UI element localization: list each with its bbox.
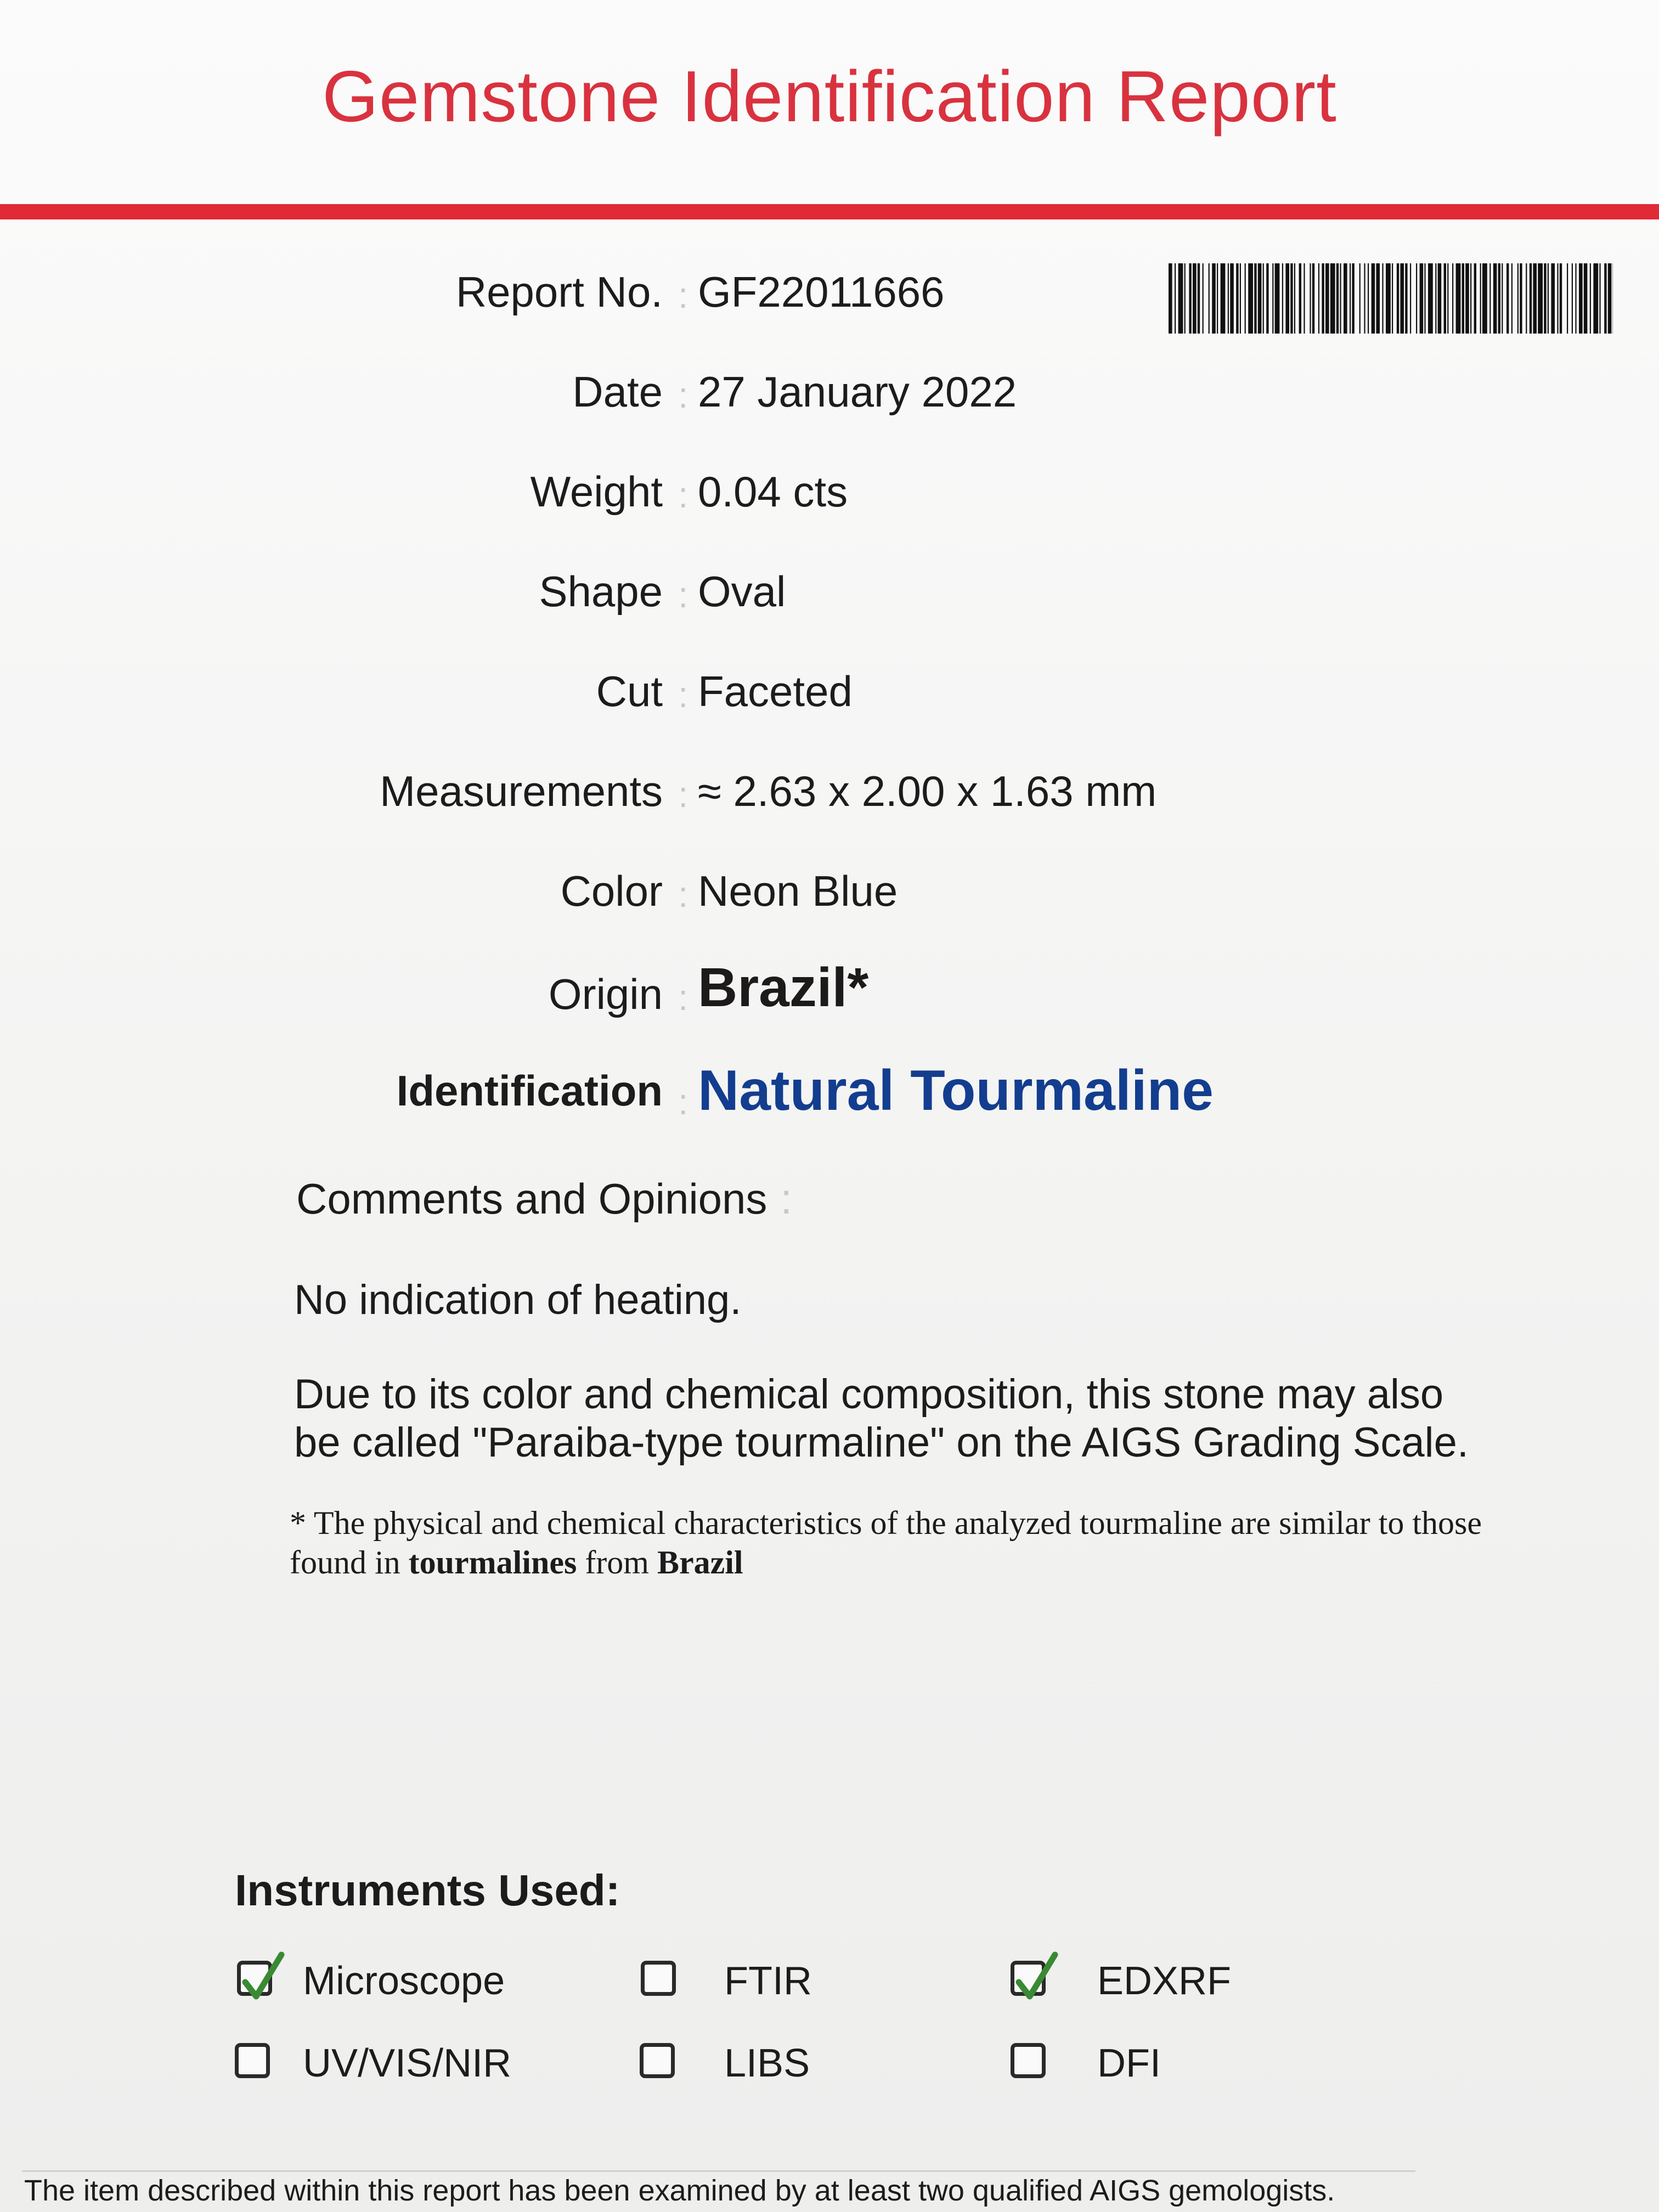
field-color [0, 862, 1659, 923]
report-title: Gemstone Identification Report [322, 56, 1337, 137]
comments-heading [296, 1174, 792, 1224]
instruments-heading: Instruments Used: [235, 1866, 620, 1915]
weight-label: Weight [530, 467, 663, 516]
field-origin [0, 957, 1659, 1026]
report-no-value: GF22011666 [698, 268, 945, 316]
field-date [0, 363, 1659, 424]
comments-heading-text: Comments and Opinions [296, 1175, 768, 1223]
instrument-label: UV/VIS/NIR [303, 2041, 512, 2085]
footer-rule [22, 2170, 1415, 2172]
date-value: 27 January 2022 [698, 368, 1017, 416]
origin-label: Origin [548, 970, 663, 1018]
separator-colon: : [780, 1175, 793, 1223]
identification-value: Natural Tourmaline [698, 1059, 1214, 1122]
checkbox-libs [640, 2043, 675, 2078]
instrument-label: DFI [1097, 2041, 1161, 2085]
color-label: Color [560, 867, 663, 915]
checkbox-dfi [1011, 2043, 1046, 2078]
separator-colon: : [678, 375, 689, 415]
field-identification [0, 1059, 1659, 1130]
date-label: Date [572, 368, 663, 416]
origin-value: Brazil* [698, 957, 869, 1018]
footnote-bold-tourmalines: tourmalines [408, 1544, 577, 1581]
separator-colon: : [678, 977, 689, 1018]
footnote-text: * The physical and chemical characteristics of the analyzed tourmaline are similar to those found in [290, 1505, 1482, 1581]
instrument-label: LIBS [724, 2041, 810, 2085]
color-value: Neon Blue [698, 867, 898, 915]
footnote-bold-brazil: Brazil [657, 1544, 743, 1581]
origin-footnote [290, 1503, 1497, 1582]
instrument-label: EDXRF [1097, 1959, 1232, 2003]
separator-colon: : [678, 1081, 689, 1122]
shape-label: Shape [539, 567, 663, 616]
report-no-label: Report No. [455, 268, 663, 316]
checkbox-microscope [237, 1961, 272, 1996]
field-shape [0, 563, 1659, 623]
header-red-rule [0, 204, 1659, 219]
instrument-label: FTIR [724, 1959, 812, 2003]
shape-value: Oval [698, 567, 786, 616]
footer-disclaimer: The item described within this report has been examined by at least two qualified AIGS gemologists. [24, 2174, 1335, 2207]
measurements-value: ≈ 2.63 x 2.00 x 1.63 mm [698, 767, 1157, 815]
checkbox-uv-vis-nir [235, 2043, 270, 2078]
checkbox-edxrf [1011, 1961, 1046, 1996]
separator-colon: : [678, 774, 689, 815]
field-measurements [0, 763, 1659, 823]
checkmark-icon [1011, 1950, 1060, 2005]
weight-value: 0.04 cts [698, 467, 848, 516]
separator-colon: : [678, 475, 689, 515]
checkmark-icon [238, 1950, 287, 2005]
cut-value: Faceted [698, 667, 853, 715]
separator-colon: : [678, 674, 689, 715]
footnote-text-from: from [577, 1544, 657, 1581]
field-report-no [0, 263, 1659, 324]
field-cut [0, 663, 1659, 723]
cut-label: Cut [596, 667, 663, 715]
comment-paraiba: Due to its color and chemical composition, this stone may also be called "Paraiba-type tourmaline" on the AIGS Grading Scale. [294, 1371, 1469, 1466]
separator-colon: : [678, 275, 689, 315]
field-weight [0, 463, 1659, 523]
separator-colon: : [678, 574, 689, 615]
separator-colon: : [678, 874, 689, 915]
identification-label: Identification [396, 1066, 663, 1115]
instrument-label: Microscope [303, 1959, 505, 2003]
checkbox-ftir [641, 1961, 676, 1996]
comment-heating: No indication of heating. [294, 1277, 742, 1323]
measurements-label: Measurements [380, 767, 663, 815]
